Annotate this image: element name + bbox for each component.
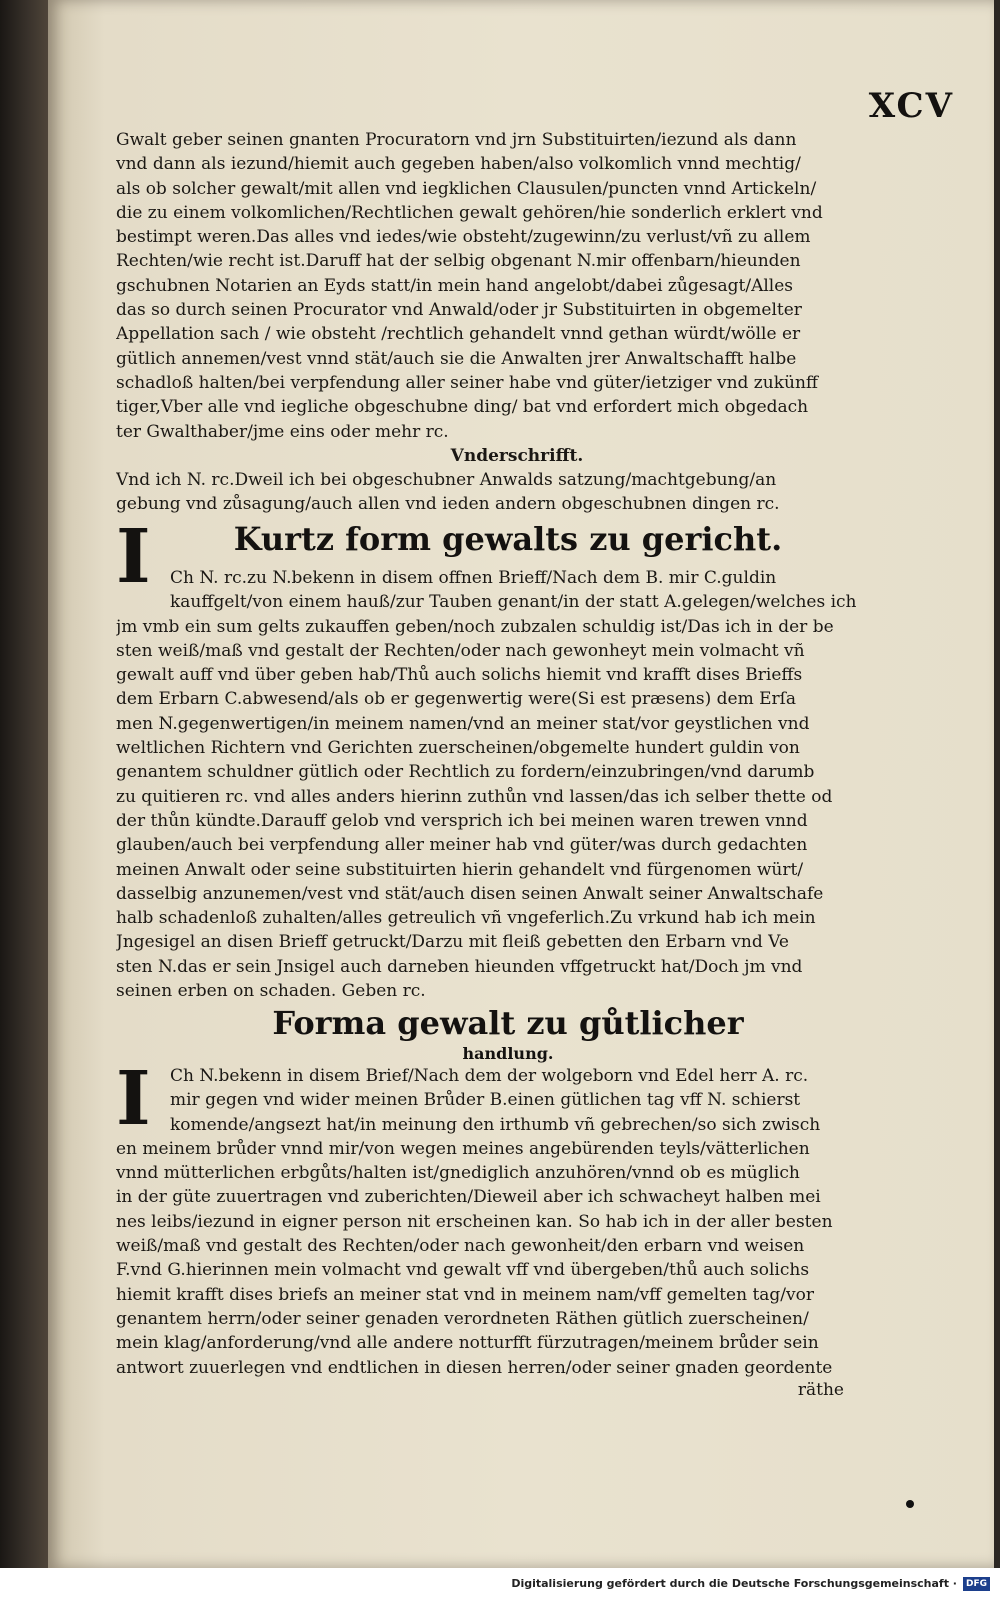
text-line: halb schadenloß zuhalten/alles getreulich vñ vngeferlich.Zu vrkund hab ich mein xyxy=(116,908,816,929)
text-line: gebung vnd zůsagung/auch allen vnd ieden andern obgeschubnen dingen rc. xyxy=(116,494,780,515)
text-line: kauffgelt/von einem hauß/zur Tauben genant/in der statt A.gelegen/welches ich xyxy=(170,592,857,613)
text-line: zu quitieren rc. vnd alles anders hierinn zuthůn vnd lassen/das ich selber thette od xyxy=(116,786,833,807)
text-line: schadloß halten/bei verpfendung aller seiner habe vnd güter/ietziger vnd zukünff xyxy=(116,372,818,393)
page-number: XCV xyxy=(868,86,954,126)
text-line: Appellation sach / wie obsteht /rechtlich gehandelt vnnd gethan würdt/wölle er xyxy=(116,324,801,345)
text-line: die zu einem volkomlichen/Rechtlichen gewalt gehören/hie sonderlich erklert vnd xyxy=(116,202,823,223)
text-line: Jngesigel an disen Brieff getruckt/Darzu mit fleiß gebetten den Erbarn vnd Ve xyxy=(116,932,789,953)
text-line: mir gegen vnd wider meinen Brůder B.einen gütlichen tag vff N. schierst xyxy=(170,1090,801,1111)
dfg-logo-icon[interactable]: DFG xyxy=(963,1577,990,1591)
text-line: Ch N. rc.zu N.bekenn in disem offnen Brieff/Nach dem B. mir C.guldin xyxy=(170,568,777,588)
text-line: tiger,Vber alle vnd iegliche obgeschubne ding/ bat vnd erfordert mich obgedach xyxy=(116,397,809,418)
text-line: mein klag/anforderung/vnd alle andere notturfft fürzutragen/meinem brůder sein xyxy=(116,1333,819,1354)
text-line: hiemit krafft dises briefs an meiner stat vnd in meinem nam/vff gemelten tag/vor xyxy=(116,1284,814,1305)
section-heading-continuation: handlung. xyxy=(462,1044,554,1063)
text-line: komende/angsezt hat/in meinung den irthumb vñ gebrechen/so sich zwisch xyxy=(170,1114,821,1135)
text-line: weiß/maß vnd gestalt des Rechten/oder nach gewonheit/den erbarn vnd weisen xyxy=(116,1236,805,1257)
text-line: genantem schuldner gütlich oder Rechtlich zu fordern/einzubringen/vnd darumb xyxy=(116,762,815,783)
text-line: genantem herrn/oder seiner genaden verordneten Räthen gütlich zuerscheinen/ xyxy=(116,1308,809,1329)
text-line: sten N.das er sein Jnsigel auch darneben hieunden vffgetruckt hat/Doch jm vnd xyxy=(116,956,803,977)
paragraph-kurtz-form xyxy=(116,566,858,1003)
text-line: gschubnen Notarien an Eyds statt/in mein hand angelobt/dabei zůgesagt/Alles xyxy=(116,275,794,296)
section-heading: Forma gewalt zu gůtlicher xyxy=(272,1004,744,1042)
text-line: vnnd mütterlichen erbgůts/halten ist/gnediglich anzuhören/vnnd ob es müglich xyxy=(116,1163,800,1184)
text-line: weltlichen Richtern vnd Gerichten zuerscheinen/obgemelte hundert guldin von xyxy=(116,738,800,759)
text-line: glauben/auch bei verpfendung aller meiner hab vnd güter/was durch gedachten xyxy=(116,835,808,856)
text-line: en meinem brůder vnnd mir/von wegen meines angebürenden teyls/vätterlichen xyxy=(116,1138,810,1159)
text-line: bestimpt weren.Das alles vnd iedes/wie obsteht/zugewinn/zu verlust/vñ zu allem xyxy=(116,227,811,248)
text-line: dasselbig anzunemen/vest vnd stät/auch disen seinen Anwalt seiner Anwaltschafe xyxy=(116,883,824,904)
book-page xyxy=(48,0,994,1568)
text-line: als ob solcher gewalt/mit allen vnd iegklichen Clausulen/puncten vnnd Artickeln/ xyxy=(116,178,817,199)
decorated-initial: I xyxy=(116,1056,151,1142)
text-line: gewalt auff vnd über geben hab/Thů auch solichs hiemit vnd krafft dises Brieffs xyxy=(116,665,803,686)
text-line: gütlich annemen/vest vnnd stät/auch sie die Anwalten jrer Anwaltschafft halbe xyxy=(116,348,797,369)
text-line: meinen Anwalt oder seine substituirten hierin gehandelt vnd fürgenomen würt/ xyxy=(116,859,804,880)
text-line: Rechten/wie recht ist.Daruff hat der selbig obgenant N.mir offenbarn/hieunden xyxy=(116,251,801,272)
paragraph-gewalt-continuation xyxy=(116,128,858,517)
text-line: jm vmb ein sum gelts zukauffen geben/noch zubzalen schuldig ist/Das ich in der be xyxy=(116,616,834,637)
text-line: ter Gwalthaber/jme eins oder mehr rc. xyxy=(116,421,449,442)
text-line: antwort zuuerlegen vnd endtlichen in diesen herren/oder seiner gnaden geordente xyxy=(116,1357,833,1378)
text-line: seinen erben on schaden. Geben rc. xyxy=(116,981,426,1002)
text-line: dem Erbarn C.abwesend/als ob er gegenwertig were(Si est præsens) dem Erſa xyxy=(116,689,797,710)
subheading-vnderschrifft: Vnderschrifft. xyxy=(450,445,584,466)
text-line: Gwalt geber seinen gnanten Procuratorn vnd jrn Substituirten/iezund als dann xyxy=(116,130,797,150)
text-line: in der güte zuuertragen vnd zuberichten/Dieweil aber ich schwacheyt halben mei xyxy=(116,1187,821,1208)
catchword: räthe xyxy=(797,1380,844,1400)
paragraph-forma-gewalt xyxy=(116,1056,858,1380)
digitization-footer xyxy=(0,1568,1000,1599)
decorated-initial: I xyxy=(116,514,151,600)
text-line: der thůn kündte.Darauff gelob vnd versprich ich bei meinen waren trewen vnnd xyxy=(116,810,808,831)
text-line: Ch N.bekenn in disem Brief/Nach dem der wolgeborn vnd Edel herr A. rc. xyxy=(170,1066,809,1086)
text-line: Vnd ich N. rc.Dweil ich bei obgeschubner Anwalds satzung/machtgebung/an xyxy=(116,470,777,491)
ink-dot xyxy=(906,1500,914,1508)
text-line: sten weiß/maß vnd gestalt der Rechten/oder nach gewonheyt mein volmacht vñ xyxy=(116,640,805,661)
text-line: vnd dann als iezund/hiemit auch gegeben haben/also volkomlich vnnd mechtig/ xyxy=(116,154,801,175)
text-line: F.vnd G.hierinnen mein volmacht vnd gewalt vff vnd übergeben/thů auch solichs xyxy=(116,1260,810,1281)
section-heading: Kurtz form gewalts zu gericht. xyxy=(233,520,783,558)
text-line: men N.gegenwertigen/in meinem namen/vnd an meiner stat/vor geystlichen vnd xyxy=(116,713,810,734)
text-line: nes leibs/iezund in eigner person nit erscheinen kan. So hab ich in der aller besten xyxy=(116,1211,833,1232)
text-line: das so durch seinen Procurator vnd Anwald/oder jr Substituirten in obgemelter xyxy=(116,300,802,321)
footer-credit: Digitalisierung gefördert durch die Deutsche Forschungsgemeinschaft · xyxy=(511,1577,957,1590)
